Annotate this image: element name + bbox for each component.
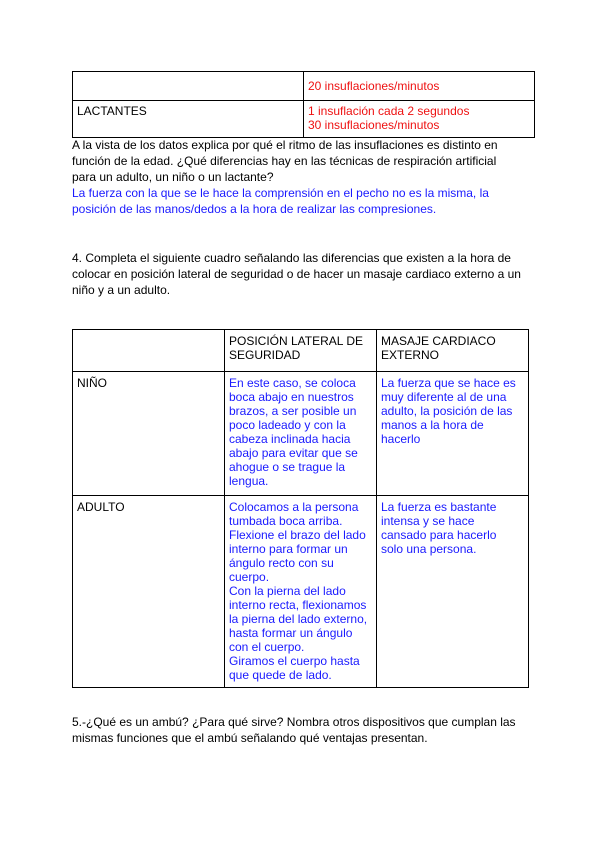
insufflation-table (72, 71, 535, 138)
cell-line: poco ladeado y con la (229, 418, 346, 432)
cell-line: ahogue o se trague la (229, 460, 346, 474)
cell-line: tumbada boca arriba. (229, 514, 343, 528)
cell-line: la pierna del lado externo, (229, 612, 368, 626)
cell-masaje (377, 496, 529, 688)
text-line: La fuerza con la que se le hace la comprensión en el pecho no es la misma, la (72, 186, 489, 200)
cell-line: cuerpo. (229, 570, 270, 584)
text-line: para un adulto, un niño o un lactante? (72, 170, 274, 184)
cell-line: Con la pierna del lado (229, 584, 346, 598)
header-line: EXTERNO (381, 348, 440, 362)
text-line: posición de las manos/dedos a la hora de realizar las compresiones. (72, 202, 437, 216)
header-line: SEGURIDAD (229, 348, 301, 362)
cell-line: Flexione el brazo del lado (229, 528, 366, 542)
text-line: niño y a un adulto. (72, 283, 171, 297)
cell-posicion (225, 372, 377, 496)
cell-line: solo una persona. (381, 542, 477, 556)
cell-line: La fuerza que se hace es (381, 376, 516, 390)
header-cell-empty (73, 330, 225, 372)
comparison-table (72, 329, 529, 688)
cell-line: interno para formar un (229, 542, 348, 556)
cell-line: cabeza inclinada hacia (229, 432, 351, 446)
cell-line: manos a la hora de (381, 418, 484, 432)
cell-line: ángulo recto con su (229, 556, 334, 570)
text-line: A la vista de los datos explica por qué el ritmo de las insuflaciones es distinto en (72, 138, 498, 152)
cell-line: abajo para evitar que se (229, 446, 358, 460)
table-row-adulto (73, 496, 529, 688)
row-label: NIÑO (73, 372, 225, 496)
cell-line: Giramos el cuerpo hasta (229, 654, 360, 668)
cell-line: 30 insuflaciones/minutos (308, 118, 440, 132)
text-line: función de la edad. ¿Qué diferencias hay en las técnicas de respiración artificial (72, 154, 497, 168)
table-cell-value (304, 101, 535, 138)
table-row (73, 101, 535, 138)
cell-line: con el cuerpo. (229, 640, 305, 654)
answer-3 (72, 185, 532, 217)
header-line: MASAJE CARDIACO (381, 334, 496, 348)
cell-line: interno recta, flexionamos (229, 598, 367, 612)
header-cell-masaje (377, 330, 529, 372)
table-cell-label (73, 72, 304, 101)
cell-line: intensa y se hace (381, 514, 475, 528)
question-3 (72, 137, 532, 185)
cell-line: cansado para hacerlo (381, 528, 497, 542)
cell-line: brazos, a ser posible un (229, 404, 357, 418)
table-row-nino (73, 372, 529, 496)
question-4 (72, 250, 532, 298)
cell-line: adulto, la posición de las (381, 404, 513, 418)
table-cell-value (304, 72, 535, 101)
question-5 (72, 714, 532, 746)
text-line: 5.-¿Qué es un ambú? ¿Para qué sirve? Nombra otros dispositivos que cumplan las (72, 715, 516, 729)
cell-posicion (225, 496, 377, 688)
row-label: ADULTO (73, 496, 225, 688)
text-line: colocar en posición lateral de seguridad o de hacer un masaje cardiaco externo a un (72, 267, 521, 281)
header-line: POSICIÓN LATERAL DE (229, 334, 364, 348)
cell-line: hasta formar un ángulo (229, 626, 353, 640)
cell-line: En este caso, se coloca (229, 376, 356, 390)
cell-line: La fuerza es bastante (381, 500, 497, 514)
cell-line: que quede de lado. (229, 668, 332, 682)
cell-line: hacerlo (381, 432, 421, 446)
table-cell-label: LACTANTES (73, 101, 304, 138)
text-line: mismas funciones que el ambú señalando qué ventajas presentan. (72, 731, 428, 745)
cell-line: muy diferente al de una (381, 390, 507, 404)
table-row (73, 72, 535, 101)
table-header-row (73, 330, 529, 372)
header-cell-posicion (225, 330, 377, 372)
cell-line: lengua. (229, 474, 269, 488)
cell-line: 1 insuflación cada 2 segundos (308, 104, 470, 118)
cell-masaje (377, 372, 529, 496)
cell-line: boca abajo en nuestros (229, 390, 354, 404)
cell-line: Colocamos a la persona (229, 500, 359, 514)
text-line: 4. Completa el siguiente cuadro señalando las diferencias que existen a la hora de (72, 251, 511, 265)
cell-line: 20 insuflaciones/minutos (308, 79, 440, 93)
